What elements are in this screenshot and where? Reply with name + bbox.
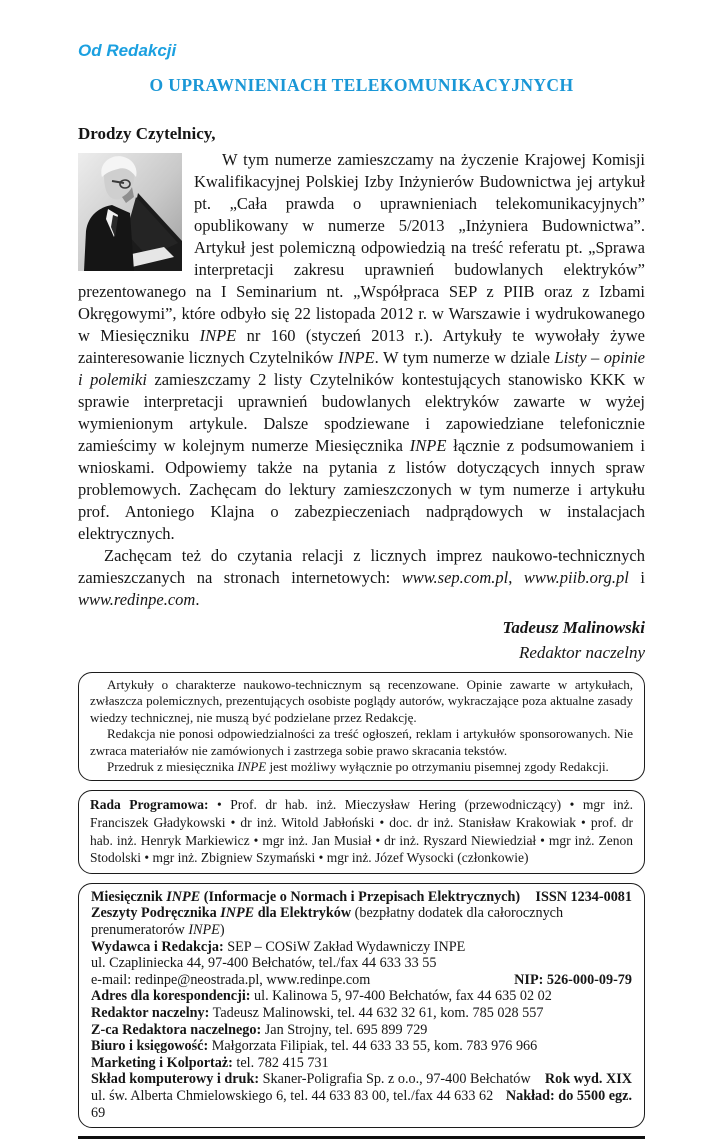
editorial-paragraph-1: W tym numerze zamieszczamy na życzenie Krajowej Komisji Kwalifikacyjnej Polskiej Izby Inżynierów Budownictwa jej artykuł pt. „Cała prawda o uprawnieniach telekomunikacyjnych” opublikowany w numerze 5/2013 „Inżyniera Budownictwa”. Artykuł jest polemiczną odpowiedzią na treść referatu pt. „Sprawa interpretacji zakresu uprawnień budowlanych elektryków” prezentowanego na I Seminarium nt. „Współpraca SEP z PIIB oraz z Izbami Okręgowymi”, które odbyło się 22 listopada 2012 r. w Warszawie i wydrukowanego w Miesięczniku INPE nr 160 (styczeń 2013 r.). Artykuły te wywołały żywe zainteresowanie licznych Czytelników INPE. W tym numerze w dziale Listy – opinie i polemiki zamieszczamy 2 listy Czytelników kontestujących stanowisko KKK w sprawie interpretacji uprawnień budowlanych elektryków zawarte w wyżej wymienionym artykule. Dalsze spodziewane i zapowiedziane telefonicznie zamieścimy w kolejnym numerze Miesięcznika INPE łącznie z podsumowaniem i wnioskami. Odpowiemy także na pytania z listów dotyczących innych spraw problemowych. Zachęcam do lektury zamieszczonych w tym numerze i artykułu prof. Antoniego Klajna o zabezpieczeniach nadprądowych w instalacjach elektrycznych.	[78, 150, 646, 543]
website-redinpe: www.redinpe.com	[78, 590, 196, 609]
review-policy-paragraph: Artykuły o charakterze naukowo-technicznym są recenzowane. Opinie zawarte w artykułach, zwłaszcza polemicznych, prezentujących osobiste poglądy autorów, wykraczające poza aktualne zasady wiedzy technicznej, nie muszą być podzielane przez Redakcję.	[90, 677, 633, 725]
inpe-italic: INPE	[199, 326, 237, 345]
imprint-row-issn: Miesięcznik INPE (Informacje o Normach i Przepisach Elektrycznych) ISSN 1234-0081	[91, 888, 632, 905]
section-name-italic: Listy – opinie i polemiki	[78, 348, 645, 389]
responsibility-paragraph: Redakcja nie ponosi odpowiedzialności za treść ogłoszeń, reklam i artykułów sponsorowanych. Nie zwraca materiałów nie zamówionych i zastrzega sobie prawo skracania tekstów.	[90, 726, 633, 758]
program-board-label: Rada Programowa:	[90, 797, 209, 813]
imprint-row-office: Biuro i księgowość: Małgorzata Filipiak, tel. 44 633 33 55, kom. 783 976 966	[91, 1038, 538, 1055]
imprint-row-publisher: Wydawca i Redakcja: SEP – COSiW Zakład Wydawniczy INPE	[91, 938, 466, 955]
publication-year: Rok wyd. XIX	[544, 1071, 632, 1088]
salutation: Drodzy Czytelnicy,	[78, 124, 216, 143]
website-sep: www.sep.com.pl	[401, 568, 509, 587]
editorial-page	[78, 0, 645, 1139]
website-piib: www.piib.org.pl	[523, 568, 629, 587]
imprint-row-address: ul. Czapliniecka 44, 97-400 Bełchatów, tel./fax 44 633 33 55	[91, 955, 437, 972]
signature-role: Redaktor naczelny	[518, 643, 645, 662]
editorial-paragraph-2: Zachęcam też do czytania relacji z licznych imprez naukowo-technicznych zamieszczanych na stronach internetowych: www.sep.com.pl, www.piib.org.pl i www.redinpe.com.	[78, 546, 645, 609]
inpe-italic: INPE	[237, 759, 267, 775]
editorial-body	[78, 149, 645, 611]
inpe-italic: INPE	[409, 436, 447, 455]
imprint-box	[78, 883, 645, 1128]
signature-name: Tadeusz Malinowski	[502, 618, 645, 637]
program-board-members: • Prof. dr hab. inż. Mieczysław Hering (przewodniczący) • mgr inż. Franciszek Gładykowski • dr inż. Witold Jabłoński • doc. dr inż. Stanisław Krakowiak • prof. dr hab. inż. Henryk Markiewicz • mgr inż. Jan Musiał • dr inż. Ryszard Niewiedział • mgr inż. Zenon Stodolski • mgr inż. Zbigniew Szymański • mgr inż. Józef Wysocki (członkowie)	[90, 797, 634, 866]
imprint-row-editor: Redaktor naczelny: Tadeusz Malinowski, tel. 44 632 32 61, kom. 785 028 557	[91, 1004, 544, 1021]
imprint-row-print: Skład komputerowy i druk: Skaner-Poligrafia Sp. z o.o., 97-400 Bełchatów Rok wyd. XIX	[91, 1071, 632, 1088]
issn-number: ISSN 1234-0081	[535, 888, 632, 905]
imprint-row-email: e-mail: redinpe@neostrada.pl, www.redinpe.com NIP: 526-000-09-79	[91, 971, 632, 988]
review-policy-box	[78, 672, 645, 781]
inpe-italic: INPE	[337, 348, 375, 367]
circulation: Nakład: do 5500 egz.	[505, 1087, 632, 1104]
editor-photo	[78, 153, 182, 271]
section-label: Od Redakcji	[78, 41, 177, 60]
program-board-box	[78, 790, 645, 873]
reprint-paragraph: Przedruk z miesięcznika INPE jest możliwy wyłącznie po otrzymaniu pisemnej zgody Redakcji.	[107, 759, 609, 775]
imprint-row-marketing: Marketing i Kolportaż: tel. 782 415 731	[91, 1054, 329, 1071]
page-title: O UPRAWNIENIACH TELEKOMUNIKACYJNYCH	[149, 75, 574, 95]
imprint-row-deputy-editor: Z-ca Redaktora naczelnego: Jan Strojny, tel. 695 899 729	[91, 1021, 428, 1038]
imprint-row-supplement: Zeszyty Podręcznika INPE dla Elektryków (bezpłatny dodatek dla całorocznych prenumeratorów INPE)	[91, 905, 564, 938]
nip-number: NIP: 526-000-09-79	[514, 971, 632, 988]
imprint-row-correspondence: Adres dla korespondencji: ul. Kalinowa 5, 97-400 Bełchatów, fax 44 635 02 02	[91, 988, 552, 1005]
imprint-row-print-address: ul. św. Alberta Chmielowskiego 6, tel. 44 633 83 00, tel./fax 44 633 62 69 Nakład: do 5500 egz.	[91, 1087, 632, 1121]
signature-block	[78, 615, 645, 665]
